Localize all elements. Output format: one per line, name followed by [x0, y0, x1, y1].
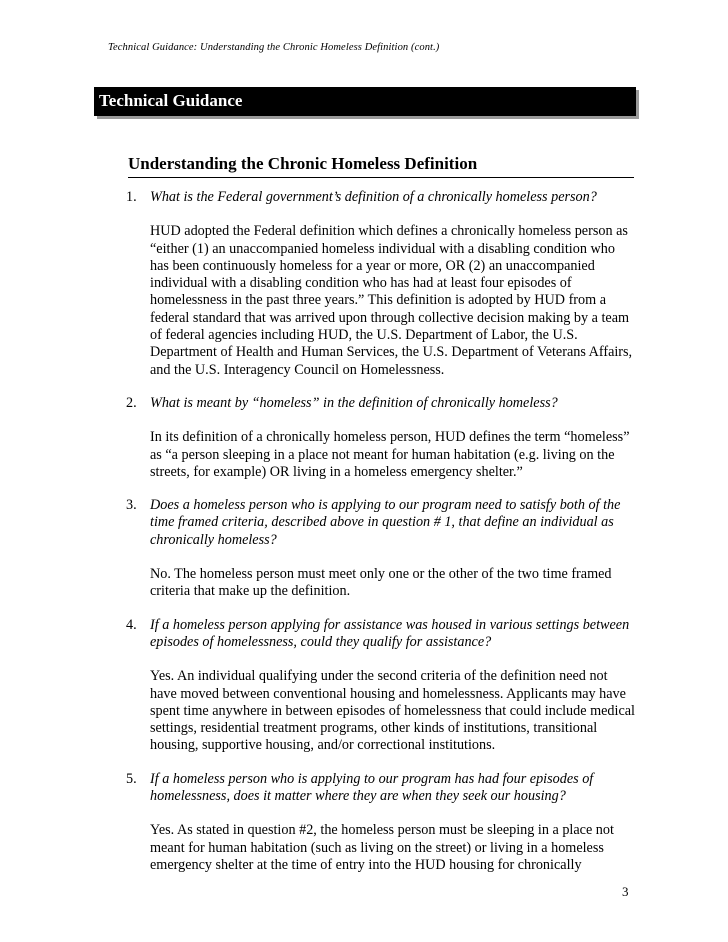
answer-text: HUD adopted the Federal definition which defines a chronically homeless person as “either (1) an unaccompanied homeless individual with a disabling condition who has been continuously homeless for a year or more, OR (2) an unaccompanied individual with a disabling condition who has had at least four episodes of homelessness in the past three years.” This definition is adopted by HUD from a federal standard that was arrived upon through collective decision making by a team of federal agencies including HUD, the U.S. Department of Labor, the U.S. Department of Health and Human Services, the U.S. Department of Veterans Affairs, and the U.S. Interagency Council on Homelessness. — [150, 223, 633, 378]
qa-item-2 — [124, 395, 636, 481]
answer-text: No. The homeless person must meet only one or the other of the two time framed criteria that make up the definition. — [150, 566, 612, 600]
question-number: 3. — [126, 497, 137, 514]
qa-item-5 — [124, 771, 636, 874]
section-title: Understanding the Chronic Homeless Definition — [128, 154, 634, 178]
question-number: 1. — [126, 189, 137, 205]
question-text: If a homeless person applying for assistance was housed in various settings between episodes of homelessness, could they qualify for assistance? — [150, 616, 630, 650]
banner-title: Technical Guidance — [99, 91, 243, 110]
qa-item-1 — [124, 189, 636, 379]
question-text: Does a homeless person who is applying to our program need to satisfy both of the time framed criteria, described above in question # 1, that define an individual as chronically homeless? — [150, 497, 621, 548]
answer-text: In its definition of a chronically homeless person, HUD defines the term “homeless” as “a person sleeping in a place not meant for human habitation (e.g. living on the streets, for example) OR living in a homeless emergency shelter.” — [150, 429, 630, 480]
answer-text: Yes. As stated in question #2, the homeless person must be sleeping in a place not meant for human habitation (such as living on the street) or living in a homeless emergency shelter at the time of entry into the HUD housing for chronically — [150, 822, 614, 873]
question-text: What is meant by “homeless” in the definition of chronically homeless? — [150, 394, 558, 411]
running-header: Technical Guidance: Understanding the Chronic Homeless Definition (cont.) — [108, 42, 440, 53]
qa-item-4 — [124, 617, 636, 755]
qa-list — [124, 189, 636, 890]
question-number: 4. — [126, 616, 137, 633]
question-number: 5. — [126, 770, 137, 787]
section-banner — [94, 87, 636, 116]
qa-item-3 — [124, 497, 636, 600]
page-number: 3 — [622, 884, 629, 899]
question-text: What is the Federal government’s definition of a chronically homeless person? — [150, 189, 597, 205]
question-number: 2. — [126, 394, 137, 411]
question-text: If a homeless person who is applying to our program has had four episodes of homelessness, does it matter where they are when they seek our housing? — [150, 770, 594, 805]
answer-text: Yes. An individual qualifying under the second criteria of the definition need not have moved between conventional housing and homelessness. Applicants may have spent time anywhere in between episodes of homelessness that could include medical settings, residential treatment programs, other kinds of institutions, transitional housing, supportive housing, and/or correctional institutions. — [150, 668, 635, 754]
